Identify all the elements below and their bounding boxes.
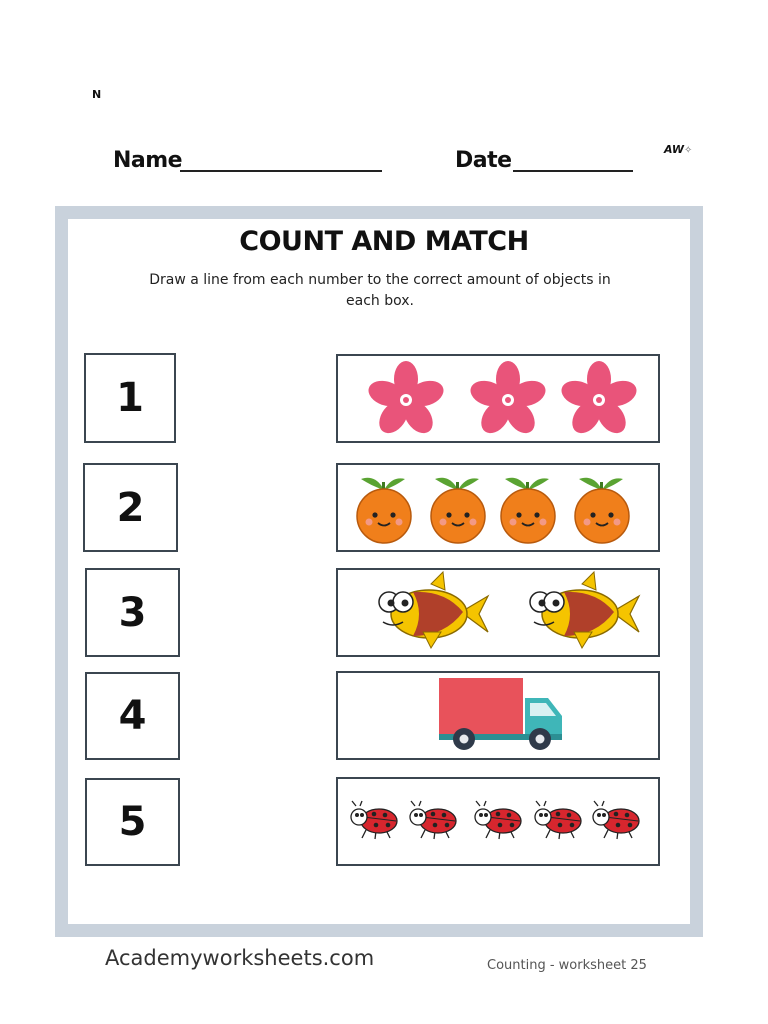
ladybug-icon [405, 800, 459, 840]
fish-icon [524, 570, 642, 654]
number-label: 1 [116, 375, 144, 421]
orange-icon [571, 470, 633, 544]
corner-mark: N [92, 88, 102, 101]
number-box-3[interactable] [85, 568, 180, 657]
fish-icon [373, 570, 491, 654]
logo-text: AW [664, 143, 685, 156]
number-label: 2 [116, 484, 145, 531]
ladybug-icon [470, 800, 524, 840]
ladybug-icon [588, 800, 642, 840]
flower-icon [365, 359, 447, 441]
flower-icon [467, 359, 549, 441]
name-label: Name [113, 148, 183, 173]
number-box-5[interactable] [85, 778, 180, 866]
lightbulb-icon: ✧ [684, 145, 693, 156]
number-box-2[interactable] [83, 463, 178, 552]
number-label: 4 [118, 693, 147, 739]
footer-site: Academyworksheets.com [105, 946, 375, 970]
footer-worksheet-label: Counting - worksheet 25 [487, 958, 647, 973]
logo [664, 143, 692, 156]
ladybug-icon [530, 800, 584, 840]
number-label: 3 [118, 589, 147, 636]
orange-icon [353, 470, 415, 544]
name-line [180, 170, 382, 172]
worksheet-title: COUNT AND MATCH [239, 226, 529, 257]
orange-icon [497, 470, 559, 544]
ladybug-icon [346, 800, 400, 840]
flower-icon [558, 359, 640, 441]
number-label: 5 [118, 799, 147, 845]
orange-icon [427, 470, 489, 544]
number-box-1[interactable] [84, 353, 176, 443]
number-box-4[interactable] [85, 672, 180, 760]
date-line [513, 170, 633, 172]
date-label: Date [455, 148, 512, 173]
worksheet-instruction: Draw a line from each number to the correct amount of objects in each box. [149, 272, 611, 309]
truck-icon [436, 676, 564, 754]
